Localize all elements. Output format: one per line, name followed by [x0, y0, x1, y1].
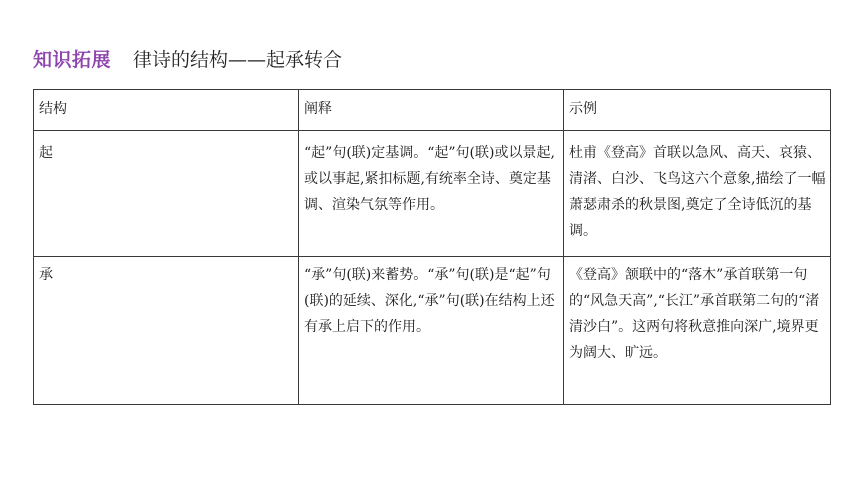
cell-structure: 起 — [34, 131, 299, 257]
cell-structure: 承 — [34, 257, 299, 405]
column-header-explanation: 阐释 — [299, 90, 564, 131]
cell-example: 杜甫《登高》首联以急风、高天、哀猿、清渚、白沙、飞鸟这六个意象,描绘了一幅萧瑟肃杀的秋景图,奠定了全诗低沉的基调。 — [564, 131, 831, 257]
section-header — [33, 44, 342, 72]
structure-table — [33, 89, 831, 405]
cell-explanation: “承”句(联)来蓄势。“承”句(联)是“起”句(联)的延续、深化,“承”句(联)在结构上还有承上启下的作用。 — [299, 257, 564, 405]
column-header-example: 示例 — [564, 90, 831, 131]
table-row — [34, 131, 831, 257]
table-header-row — [34, 90, 831, 131]
section-tag: 知识拓展 — [33, 48, 112, 71]
cell-explanation: “起”句(联)定基调。“起”句(联)或以景起,或以事起,紧扣标题,有统率全诗、奠定基调、渲染气氛等作用。 — [299, 131, 564, 257]
cell-example: 《登高》颔联中的“落木”承首联第一句的“风急天高”,“长江”承首联第二句的“渚清沙白”。这两句将秋意推向深广,境界更为阔大、旷远。 — [564, 257, 831, 405]
table-row — [34, 257, 831, 405]
column-header-structure: 结构 — [34, 90, 299, 131]
page-title: 律诗的结构——起承转合 — [133, 48, 343, 71]
